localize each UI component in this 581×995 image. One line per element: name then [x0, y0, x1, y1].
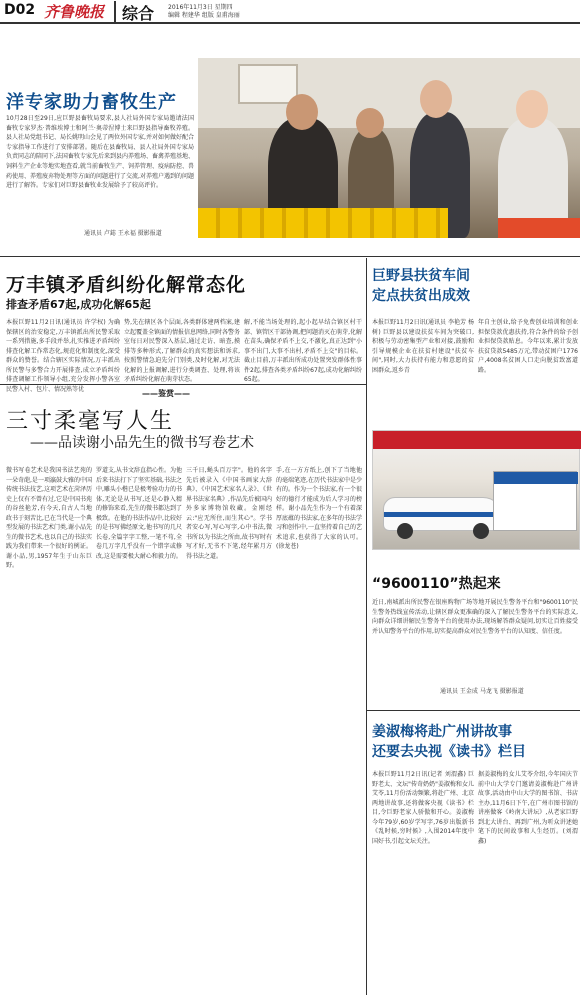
culture-col-2: 罗道支,从书文辞直指心性。为他后来书法打下了坚实基础,书法之中,雕头小楷已是极考验功力的书体,无论是从书写,还是心静入精的修饰来看,先生的微书都达到了极致。在他的书法作品中,比较好的是书写佛经原文,他书写的几尺长卷,全篇字字工整,一笔不苟,全卷几万字几乎没有一个错字或修改,这是需要极大耐心和毅力的。 — [96, 467, 182, 560]
culture-subheadline: ——品读谢小品先生的微书写卷艺术 — [30, 435, 254, 451]
article-subheadline: 排查矛盾67起,成功化解65起 — [6, 298, 151, 311]
culture-col-3: 三千日,蝇头百万字"。他的名字先后被录入《中国书画家大辞典》、《中国艺术家名人录》、《世界书法家名典》,作品先后被国内外多家博物馆收藏。金刚经云:"应无所住,而生其心"。学书者安心写,写心写字,心中书法,微书所以为书法之所由,故书写时有写才好,无书不下笔,经年累月方得书法之道。 — [186, 467, 272, 560]
photo-sign — [373, 431, 581, 449]
page-code: D02 — [4, 2, 36, 18]
photo-crates-red — [498, 218, 580, 238]
header-meta — [168, 4, 240, 20]
photo-head-4 — [516, 90, 548, 128]
poverty-col-2: 年自主创业,给予免费创业培训和创业担保贷款优惠扶持,符合条件的给予创业担保贷款贴息。今年以来,累计发放扶贫贷款5485万元,带动贫困户1776户,4008名贫困人口走向脱贫致富道路。 — [478, 319, 578, 374]
poverty-headline-line1: 巨野县扶贫车间 — [372, 268, 470, 284]
photo-banner — [493, 471, 577, 531]
poverty-headline — [372, 266, 470, 306]
photo-head-1 — [286, 94, 318, 130]
police-photo — [372, 430, 580, 550]
poverty-col-1: 本报巨野11月2日讯(通讯员 李艳芳 杨树) 巨野县以建设扶贫车间为突破口,积极与劳动密集型产业和对接,鼓励和引导规模企业在扶贫村建设"扶贫车间",同时,大力扶持有能力和意愿的贫困群众,返乡青 — [372, 319, 474, 374]
police-body: 近日,南城派出所民警在银座购物广场等地开展民生警务平台和"9600110"民生警务热线宣传活动,让辖区群众更准确的深入了解民生警务平台的实际意义,向群众详细讲解民生警务平台的使用办法,现场解答群众疑问,切实让百姓接受并认知警务平台的作用,切实提高群众对民生警务平台的认知度、信任度。 — [372, 599, 578, 635]
lead-photo — [198, 58, 580, 238]
photo-crates — [198, 208, 448, 238]
article-col-3: 解,不能当场处理的,起小起早结合镇区村干部、镇管区干部协调,把问题消灭在萌芽,化解在苗头,确保矛盾不上交,不激化,真正达到"小事不出门,大事不出村,矛盾不上交"的目标。截止目前,万丰派出所成功处置突发群体性事件2起,排查各类矛盾纠纷67起,成功化解纠纷65起。 — [244, 319, 362, 383]
police-credit: 通讯员 王金成 马龙飞 摄影报道 — [440, 688, 524, 695]
culture-headline: 三寸柔毫写人生 — [6, 409, 175, 434]
article-col-2: 势,先在辖区各个层面,各类群体建两档案,建立起覆盖全镇面的情报信息网络,同时各警务室每日对民警深入基层,通过走访、暗查,摸排等多种形式,了解群众的真实想法和诉求,按照警情急迫先分门别类,及时化解,对无法化解的上报调解,进行分类调查、处理,将该矛盾纠纷化解在萌芽状态。 — [124, 319, 240, 383]
newspaper-brand: 齐鲁晚报 — [44, 3, 105, 21]
divider — [0, 384, 366, 385]
car-wheel — [473, 523, 489, 539]
column-divider — [366, 258, 367, 995]
lead-headline: 洋专家助力畜牧生产 — [6, 92, 177, 113]
section-title: 综合 — [114, 1, 154, 24]
jiang-col-1: 本报巨野11月2日讯(记者 刘渭鑫) 巨野老太、文坛"传奇奶奶"姜淑梅和女儿艾苓,11月份活动频繁,将赴广州、北京两地讲故事,还将做客央视《读书》栏目,令巨野老家人骄傲和开心。姜淑梅今年79岁,60岁学写字,76岁出版新书《乱时候,穷时候》,入围2014年度中国好书,引起文坛关注。 — [372, 771, 474, 845]
lead-body: 10月28日至29日,应巨野县畜牧局要求,县人社局外国专家局邀请法国畜牧专家罗杰·普维埃博士和阿兰·奥蒂涅博士来巨野县指导畜牧养殖。县人社局党组书记、局长姚明山会见了两位外国专家,并对如何做好配合专家指导工作进行了安排部署。随后在县畜牧局、县人社局外国专家局负责同志的陪同下,法国畜牧专家先后来到县内养殖场、畜禽养殖基地、饲料生产企业等地实地查看,就当前畜牧生产、饲养管理、疫病防控、兽药使用、养殖废弃物处理等方面的问题进行了交流,对养殖户遇到的问题进行了解答。专家们对巨野县畜牧业发展给予了较高评价。 — [6, 115, 194, 190]
photo-head-2 — [356, 108, 384, 138]
culture-col-1: 微书写卷艺术是我国书法艺苑的一朵奇葩,是一项瀛鼓大雅的中国传统书法技艺,这项艺术在菏泽历史上仅有不曾有过,它是中国书苑的谷丝艳芳,有今天,自古人当地政书于刻苦比,已在当代是一个典型发展的书法艺术门类,谢小品先生的微书艺术,也以自己的书法实践为我们带来一个很好的例证。谢小品,男,1957年生于山东巨野。 — [6, 467, 92, 569]
car-wheel — [397, 523, 413, 539]
editor-line: 编辑 程建华 组版 皇甫海丽 — [168, 12, 240, 19]
culture-tag: ——鉴赏—— — [142, 389, 190, 398]
photo-window — [238, 64, 298, 104]
photo-head-3 — [420, 80, 452, 118]
article-headline: 万丰镇矛盾纠纷化解常态化 — [6, 274, 247, 296]
date-line: 2016年11月3日 星期四 — [168, 4, 233, 11]
poverty-headline-line2: 定点扶贫出成效 — [372, 288, 470, 304]
lead-credit: 通讯员 卢鋕 王永福 摄影报道 — [84, 230, 162, 237]
banner-top — [494, 472, 578, 484]
jiang-headline-line1: 姜淑梅将赴广州讲故事 — [372, 724, 512, 740]
jiang-headline — [372, 722, 526, 762]
page-header — [0, 0, 580, 24]
article-col-1: 本报巨野11月2日讯(通讯员 许学权) 为确保辖区的治安稳定,万丰镇派出所民警采取一系列措施,多手段并举,扎实推进矛盾纠纷排查化解工作常态化,规范化和制度化,深受群众的赞誉。结合辖区实际情况,万丰派出所民警与多警合力开展排查,成立矛盾纠纷排查调解工作领导小组,充分发挥小警各室民警入村、包片、情况熟等优 — [6, 319, 120, 393]
jiang-headline-line2: 还要去央视《读书》栏目 — [372, 744, 526, 760]
divider — [0, 256, 580, 257]
police-headline: “9600110”热起来 — [372, 576, 501, 592]
jiang-col-2: 据姜淑梅的女儿艾苓介绍,今年国庆节前中山大学专门邀请姜淑梅赴广州讲故事,活动由中山大学的图书馆、书店主办,11月6日下午,在广州市图书馆的讲座做客《岭南大讲坛》,从老家巨野到北大讲台、再到广州,为听众讲述她笔下的民间故事和人生经历。(刘渭鑫) — [478, 771, 578, 845]
culture-col-4: 手,在一方方纸上,创下了当地他的毫端笔迹,在历代书法家中是少有的。作为一个书法家,有一个很好的德行才能成为后人学习的榜样。谢小品先生作为一个有着深厚底蕴的书法家,在多年的书法学习和创作中,一直坚持着自己的艺术追求,也获得了大家的认可。(徐龙苍) — [276, 467, 362, 550]
car-stripe — [384, 512, 502, 517]
divider — [366, 710, 580, 711]
